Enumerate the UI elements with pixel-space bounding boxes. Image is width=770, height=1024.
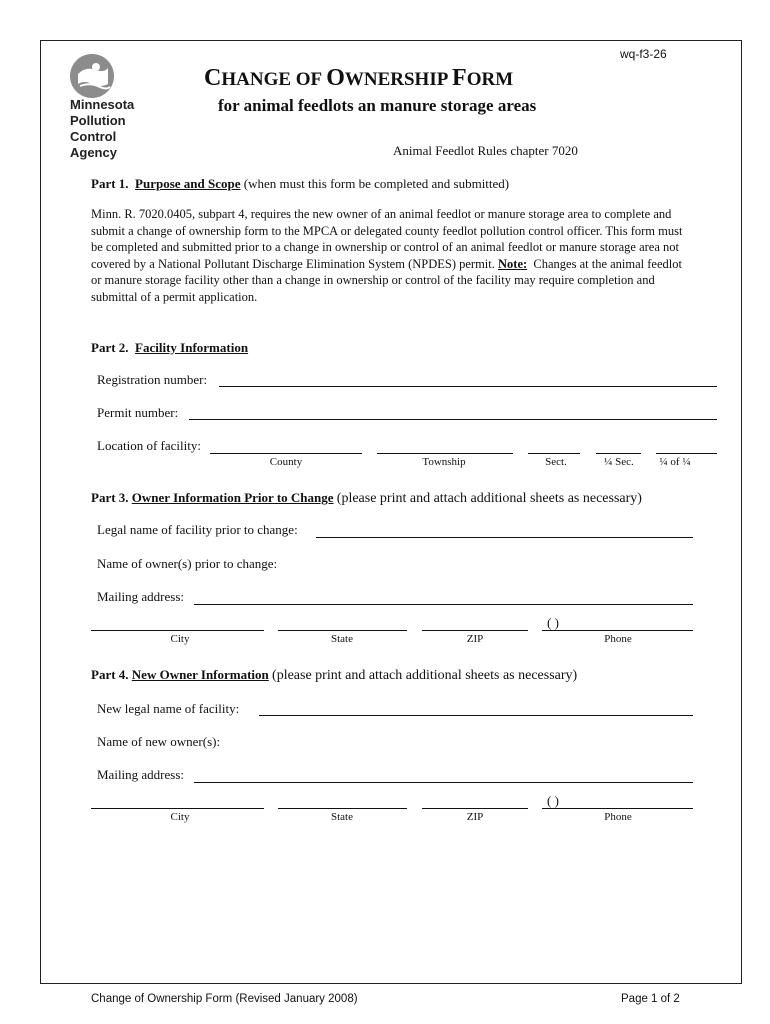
prior-mailing-label: Mailing address:: [97, 589, 185, 604]
county-field[interactable]: [210, 453, 362, 454]
note-label: Note:: [498, 256, 528, 271]
new-phone-area-code: ( ): [547, 793, 559, 808]
new-city-caption: City: [170, 811, 190, 823]
section-field[interactable]: [528, 453, 580, 454]
page-number: Page 1 of 2: [621, 993, 680, 1005]
prior-zip-field[interactable]: [422, 630, 528, 631]
prior-legal-name-field[interactable]: [316, 537, 693, 538]
prior-legal-name-label: Legal name of facility prior to change:: [97, 522, 298, 537]
agency-name: [70, 97, 134, 161]
new-state-caption: State: [331, 811, 353, 823]
new-zip-field[interactable]: [422, 808, 528, 809]
section-caption: Sect.: [545, 456, 567, 468]
prior-zip-caption: ZIP: [466, 633, 484, 645]
agency-name-line: Minnesota: [70, 97, 135, 112]
new-phone-field[interactable]: [542, 808, 693, 809]
new-legal-name-label: New legal name of facility:: [97, 701, 240, 716]
township-field[interactable]: [377, 453, 513, 454]
quarter-of-quarter-field[interactable]: [656, 453, 717, 454]
new-zip-caption: ZIP: [466, 811, 484, 823]
new-legal-name-field[interactable]: [259, 715, 693, 716]
form-title: CHANGE OF OWNERSHIP FORM: [204, 65, 514, 91]
part2-heading: Part 2. Facility Information: [91, 340, 249, 355]
county-caption: County: [269, 456, 303, 468]
form-code: wq-f3-26: [620, 47, 667, 61]
mpca-state-logo-icon: [70, 54, 114, 98]
part3-heading: Part 3. Owner Information Prior to Change (please print and attach additional sheets as necessary): [91, 490, 642, 506]
township-caption: Township: [422, 456, 466, 468]
location-label: Location of facility:: [97, 438, 201, 453]
agency-name-line: Agency: [70, 145, 117, 160]
permit-label: Permit number:: [97, 405, 179, 420]
agency-name-line: Pollution: [70, 113, 126, 128]
rules-reference: Animal Feedlot Rules chapter 7020: [393, 143, 578, 158]
quarter-of-quarter-caption: ¼ of ¼: [659, 456, 691, 468]
quarter-section-field[interactable]: [596, 453, 641, 454]
form-subtitle: for animal feedlots an manure storage areas: [218, 96, 537, 115]
new-owner-label: Name of new owner(s):: [97, 734, 221, 749]
prior-state-field[interactable]: [278, 630, 407, 631]
prior-city-field[interactable]: [91, 630, 264, 631]
registration-number-field[interactable]: [219, 386, 717, 387]
prior-state-caption: State: [331, 633, 353, 645]
new-phone-caption: Phone: [604, 811, 632, 823]
prior-mailing-address-field[interactable]: [194, 604, 693, 605]
agency-name-line: Control: [70, 129, 117, 144]
prior-owner-label: Name of owner(s) prior to change:: [97, 556, 278, 571]
prior-city-caption: City: [170, 633, 190, 645]
new-city-field[interactable]: [91, 808, 264, 809]
part1-heading: Part 1. Purpose and Scope (when must this form be completed and submitted): [91, 176, 510, 191]
new-mailing-label: Mailing address:: [97, 767, 185, 782]
permit-number-field[interactable]: [189, 419, 717, 420]
prior-phone-area-code: ( ): [547, 615, 559, 630]
footer-title: Change of Ownership Form (Revised January 2008): [91, 993, 358, 1005]
quarter-section-caption: ¼ Sec.: [604, 456, 634, 468]
registration-label: Registration number:: [97, 372, 208, 387]
part1-body: Minn. R. 7020.0405, subpart 4, requires the new owner of an animal feedlot or manure storage area to complete and submit a change of ownership form to the MPCA or delegated county feedlot pollution control officer. This form must be completed and submitted prior to a change in ownership or control of an animal feedlot or manure storage area not covered by a National Pollutant Discharge Elimination System (NPDES) permit. Note: Changes at the animal feedlot or manure storage facility other than a change in ownership or control of the facility may require completion and submittal of a permit application.: [91, 207, 683, 304]
new-mailing-address-field[interactable]: [194, 782, 693, 783]
prior-phone-field[interactable]: [542, 630, 693, 631]
prior-phone-caption: Phone: [604, 633, 632, 645]
new-state-field[interactable]: [278, 808, 407, 809]
part4-heading: Part 4. New Owner Information (please print and attach additional sheets as necessary): [91, 667, 578, 683]
